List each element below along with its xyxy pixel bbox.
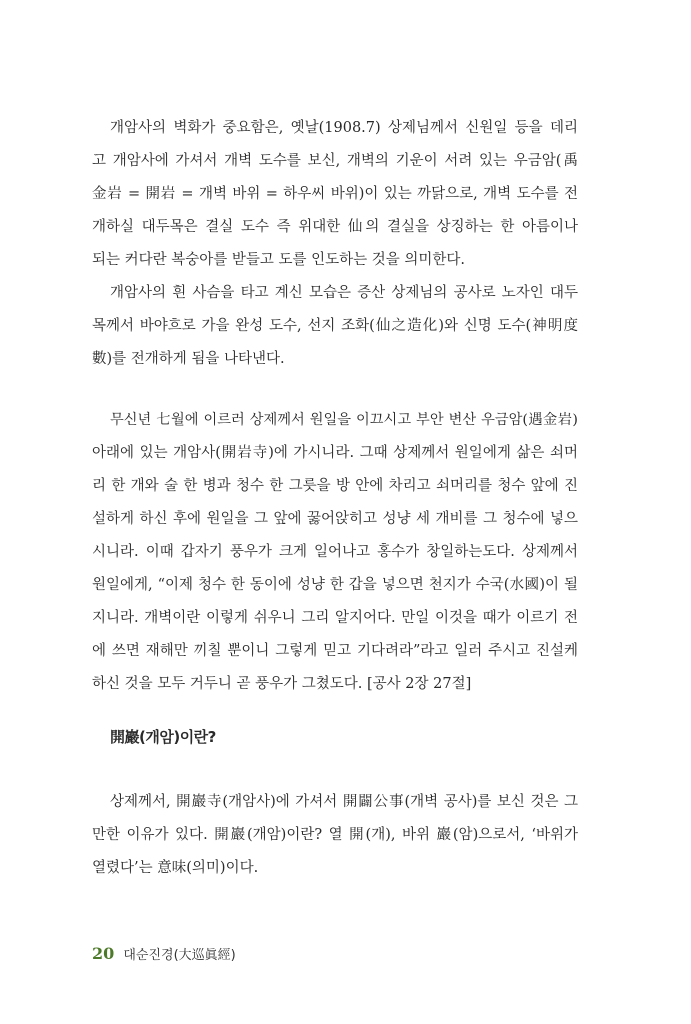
paragraph-3-line-1: 무신년 七월에 이르러 상제께서 원일을 이끄시고 부안 변산 우금암(遇金岩) (110, 412, 578, 428)
section-heading: 開巖(개암)이란? (110, 728, 216, 746)
page-footer (92, 944, 236, 963)
paragraph-3-line-5: 시니라. 이때 갑자기 풍우가 크게 일어나고 홍수가 창일하는도다. 상제께서 (92, 544, 578, 560)
paragraph-2-line-3: 數)를 전개하게 됨을 나타낸다. (92, 351, 285, 367)
paragraph-1-line-5: 되는 커다란 복숭아를 받들고 도를 인도하는 것을 의미한다. (92, 252, 466, 268)
paragraph-4-line-3: 열렸다’는 意味(의미)이다. (92, 860, 259, 876)
paragraph-3-line-2: 아래에 있는 개암사(開岩寺)에 가시니라. 그때 상제께서 원일에게 삶은 쇠머 (92, 445, 578, 461)
paragraph-1-line-3: 金岩 = 開岩 = 개벽 바위 = 하우씨 바위)이 있는 까닭으로, 개벽 도수를 전 (92, 186, 578, 202)
page-number: 20 (92, 944, 115, 963)
paragraph-4-line-2: 만한 이유가 있다. 開巖(개암)이란? 열 開(개), 바위 巖(암)으로서, ‘바위가 (92, 827, 578, 843)
book-title: 대순진경(大巡眞經) (123, 948, 236, 963)
paragraph-1-line-1: 개암사의 벽화가 중요함은, 옛날(1908.7) 상제님께서 신원일 등을 데리 (110, 120, 578, 136)
paragraph-1-line-2: 고 개암사에 가셔서 개벽 도수를 보신, 개벽의 기운이 서려 있는 우금암(禹 (92, 153, 578, 169)
paragraph-3-line-9: 하신 것을 모두 거두니 곧 풍우가 그쳤도다. [공사 2장 27절] (92, 676, 472, 692)
paragraph-3-line-4: 설하게 하신 후에 원일을 그 앞에 꿇어앉히고 성냥 세 개비를 그 청수에 넣으 (92, 511, 578, 527)
paragraph-2-line-1: 개암사의 흰 사슴을 타고 계신 모습은 증산 상제님의 공사로 노자인 대두 (110, 285, 578, 301)
paragraph-4-line-1: 상제께서, 開巖寺(개암사)에 가셔서 開闢公事(개벽 공사)를 보신 것은 그 (110, 794, 578, 810)
paragraph-3-line-7: 지니라. 개벽이란 이렇게 쉬우니 그리 알지어다. 만일 이것을 때가 이르기 전 (92, 610, 578, 626)
paragraph-1-line-4: 개하실 대두목은 결실 도수 즉 위대한 仙의 결실을 상징하는 한 아름이나 (92, 219, 578, 235)
paragraph-2-line-2: 목께서 바야흐로 가을 완성 도수, 선지 조화(仙之造化)와 신명 도수(神明度 (92, 318, 578, 334)
paragraph-3-line-8: 에 쓰면 재해만 끼칠 뿐이니 그렇게 믿고 기다려라”라고 일러 주시고 진설케 (92, 643, 578, 659)
paragraph-3-line-3: 리 한 개와 술 한 병과 청수 한 그릇을 방 안에 차리고 쇠머리를 청수 앞에 진 (92, 478, 578, 494)
paragraph-3-line-6: 원일에게, “이제 청수 한 동이에 성냥 한 갑을 넣으면 천지가 수국(水國)이 될 (92, 577, 578, 593)
